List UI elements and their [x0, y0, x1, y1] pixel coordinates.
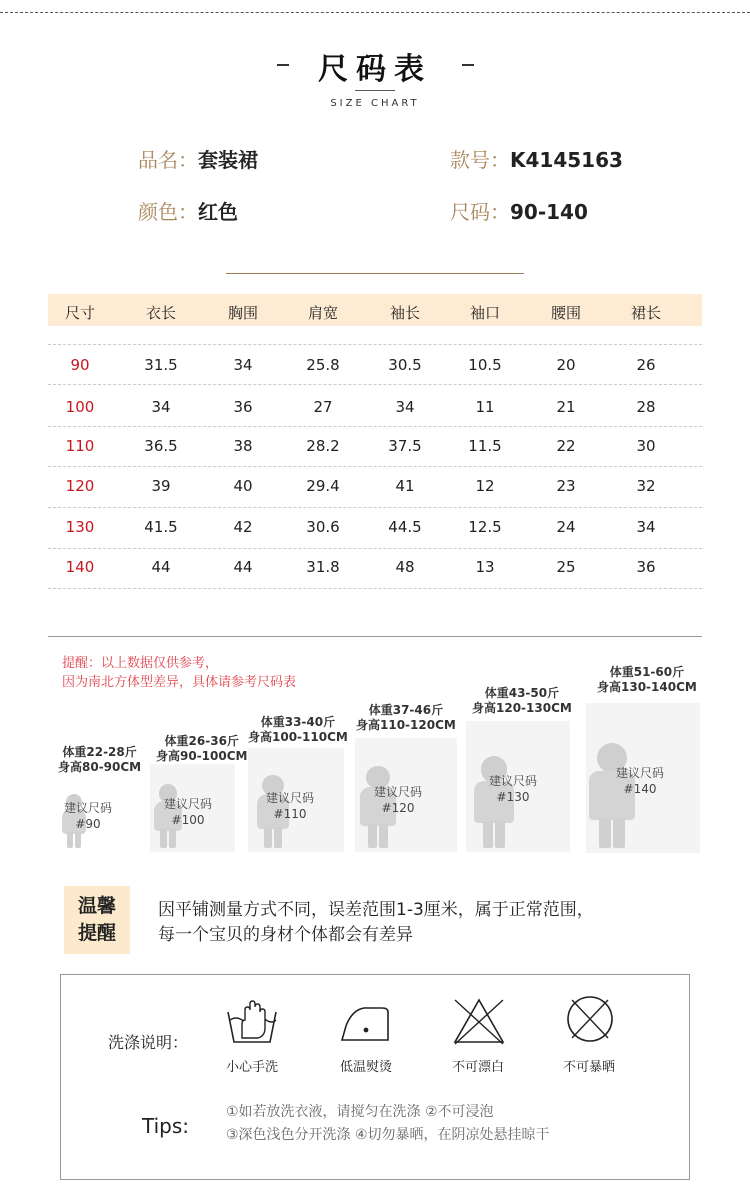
table-cell: 13 [475, 558, 495, 576]
size-cell: 120 [65, 477, 95, 495]
page-title: 尺码表 [318, 52, 432, 87]
table-cell: 20 [556, 356, 576, 374]
table-header-cell: 胸围 [227, 304, 258, 322]
figure-recommended-size [481, 773, 545, 805]
figure-weight: 体重33-40斤 [260, 715, 336, 729]
figure-measurements [156, 734, 247, 764]
table-cell: 36 [636, 558, 656, 576]
child-silhouette-icon [589, 743, 635, 852]
table-cell: 32 [636, 477, 656, 495]
care-caption: 不可暴晒 [562, 1060, 615, 1075]
figure-weight: 体重51-60斤 [609, 665, 685, 679]
product-name [138, 144, 258, 173]
no-bleach-icon [451, 996, 507, 1046]
recommended-size-label: 建议尺码 [373, 785, 422, 799]
table-cell: 30.6 [306, 518, 340, 536]
child-leg [274, 827, 282, 848]
hand-wash-icon [224, 998, 280, 1048]
table-header-cell: 衣长 [145, 304, 176, 322]
product-color-value: 红色 [198, 200, 238, 224]
recommended-size-label: 建议尺码 [488, 774, 537, 788]
size-cell: 140 [65, 558, 95, 576]
product-size-value: 90-140 [510, 200, 588, 224]
care-caption: 低温熨烫 [339, 1060, 392, 1075]
figure-recommended-size [366, 784, 430, 816]
table-row-divider [48, 426, 702, 427]
child-leg [379, 824, 388, 848]
size-table-header [48, 294, 702, 326]
table-row-divider [48, 466, 702, 467]
table-cell: 30 [636, 437, 656, 455]
table-cell: 42 [233, 518, 253, 536]
recommended-size-label: 建议尺码 [163, 797, 212, 811]
table-cell: 22 [556, 437, 576, 455]
figure-weight: 体重37-46斤 [368, 703, 444, 717]
recommended-size-value: #120 [381, 801, 415, 815]
reference-note [62, 654, 296, 692]
size-cell: 90 [70, 356, 90, 374]
table-row-divider [48, 384, 702, 385]
child-leg [368, 824, 377, 848]
warm-tip-badge-line: 提醒 [77, 922, 116, 944]
table-cell: 41 [395, 477, 415, 495]
child-leg [613, 818, 625, 848]
top-dashed-divider [0, 12, 750, 13]
no-tumble-dry-icon [562, 994, 618, 1044]
table-cell: 28 [636, 398, 656, 416]
figure-recommended-size [156, 796, 220, 828]
table-cell: 26 [636, 356, 656, 374]
figure-recommended-size [258, 790, 322, 822]
table-header-cell: 裙长 [630, 304, 661, 322]
recommended-size-label: 建议尺码 [615, 766, 664, 780]
size-cell: 100 [65, 398, 95, 416]
section-divider [226, 273, 524, 274]
size-cell: 130 [65, 518, 95, 536]
figure-weight: 体重43-50斤 [484, 686, 560, 700]
child-leg [67, 832, 73, 848]
figure-height: 身高130-140CM [597, 680, 697, 694]
table-cell: 36.5 [144, 437, 178, 455]
table-cell: 24 [556, 518, 576, 536]
table-cell: 12 [475, 477, 495, 495]
page-subtitle: SIZE CHART [330, 98, 420, 109]
figure-height: 身高120-130CM [472, 701, 572, 715]
table-cell: 27 [313, 398, 333, 416]
table-cell: 25 [556, 558, 576, 576]
recommended-size-value: #130 [496, 790, 530, 804]
child-leg [264, 827, 272, 848]
table-cell: 34 [233, 356, 253, 374]
tips-label: Tips: [142, 1114, 190, 1138]
warm-tip-line: 因平铺测量方式不同，误差范围1-3厘米，属于正常范围， [158, 900, 594, 920]
table-cell: 21 [556, 398, 576, 416]
warm-tip-badge-line: 温馨 [77, 895, 116, 917]
figure-recommended-size [608, 765, 672, 797]
recommended-size-label: 建议尺码 [63, 801, 112, 815]
table-header-cell: 尺寸 [64, 304, 95, 322]
table-cell: 34 [395, 398, 415, 416]
warm-tip-line: 每一个宝贝的身材个体都会有差异 [158, 925, 413, 945]
child-leg [599, 818, 611, 848]
product-color [138, 196, 238, 225]
table-cell: 36 [233, 398, 253, 416]
table-cell: 29.4 [306, 477, 340, 495]
product-name-value: 套装裙 [198, 148, 258, 172]
table-cell: 31.5 [144, 356, 178, 374]
product-color-label: 颜色： [138, 200, 198, 224]
child-leg [169, 829, 176, 848]
figure-height: 身高80-90CM [58, 760, 142, 774]
table-cell: 30.5 [388, 356, 422, 374]
table-cell: 28.2 [306, 437, 340, 455]
child-leg [75, 832, 81, 848]
figure-weight: 体重22-28斤 [62, 745, 137, 759]
child-leg [495, 821, 505, 848]
figure-measurements [472, 686, 572, 716]
product-size-range [450, 196, 588, 225]
figure-recommended-size [56, 800, 120, 832]
figure-weight: 体重26-36斤 [164, 734, 239, 748]
table-cell: 41.5 [144, 518, 178, 536]
table-cell: 39 [151, 477, 171, 495]
table-cell: 44 [233, 558, 253, 576]
figure-measurements [58, 745, 141, 775]
child-leg [160, 829, 167, 848]
table-cell: 31.8 [306, 558, 340, 576]
table-row-divider [48, 344, 702, 345]
size-cell: 110 [65, 437, 95, 455]
table-header-cell: 肩宽 [307, 304, 338, 322]
tips-text [226, 1101, 550, 1147]
table-cell: 11.5 [468, 437, 502, 455]
recommended-size-label: 建议尺码 [265, 791, 314, 805]
table-cell: 11 [475, 398, 495, 416]
figure-measurements [356, 703, 456, 733]
figure-measurements [248, 715, 348, 745]
table-cell: 40 [233, 477, 253, 495]
care-caption: 不可漂白 [451, 1060, 504, 1075]
table-header-cell: 腰围 [550, 304, 581, 322]
table-cell: 44.5 [388, 518, 422, 536]
table-row-divider [48, 548, 702, 549]
table-cell: 38 [233, 437, 253, 455]
recommended-size-value: #100 [171, 813, 205, 827]
table-cell: 23 [556, 477, 576, 495]
table-header-cell: 袖长 [389, 304, 420, 322]
child-leg [483, 821, 493, 848]
product-name-label: 品名： [138, 148, 198, 172]
figure-height: 身高90-100CM [156, 749, 248, 763]
figure-measurements [597, 665, 697, 695]
product-style-label: 款号： [450, 148, 510, 172]
recommended-size-value: #90 [75, 817, 101, 831]
care-caption: 小心手洗 [225, 1060, 278, 1075]
figure-height: 身高100-110CM [248, 730, 348, 744]
table-cell: 12.5 [468, 518, 502, 536]
section-divider [48, 636, 702, 637]
reference-note-line: 因为南北方体型差异，具体请参考尺码表 [62, 675, 297, 690]
recommended-size-value: #110 [273, 807, 307, 821]
table-cell: 48 [395, 558, 415, 576]
care-label: 洗涤说明： [108, 1033, 189, 1052]
table-row-divider [48, 588, 702, 589]
tips-line: ③深色浅色分开洗涤 ④切勿暴晒，在阴凉处悬挂晾干 [226, 1127, 550, 1143]
recommended-size-value: #140 [623, 782, 657, 796]
low-iron-icon [338, 998, 394, 1048]
table-cell: 10.5 [468, 356, 502, 374]
title-right-dash [462, 64, 474, 66]
table-cell: 34 [636, 518, 656, 536]
title-underline [355, 90, 395, 91]
warm-tip-badge [64, 886, 130, 954]
figure-height: 身高110-120CM [356, 718, 456, 732]
table-cell: 44 [151, 558, 171, 576]
product-style-value: K4145163 [510, 148, 623, 172]
table-cell: 34 [151, 398, 171, 416]
product-size-label: 尺码： [450, 200, 510, 224]
table-header-cell: 袖口 [469, 304, 500, 322]
tips-line: ①如若放洗衣液，请搅匀在洗涤 ②不可浸泡 [226, 1104, 494, 1120]
table-row-divider [48, 507, 702, 508]
table-cell: 25.8 [306, 356, 340, 374]
warm-tip-text [158, 898, 594, 948]
reference-note-line: 提醒：以上数据仅供参考， [62, 656, 219, 671]
product-style [450, 144, 623, 173]
table-cell: 37.5 [388, 437, 422, 455]
